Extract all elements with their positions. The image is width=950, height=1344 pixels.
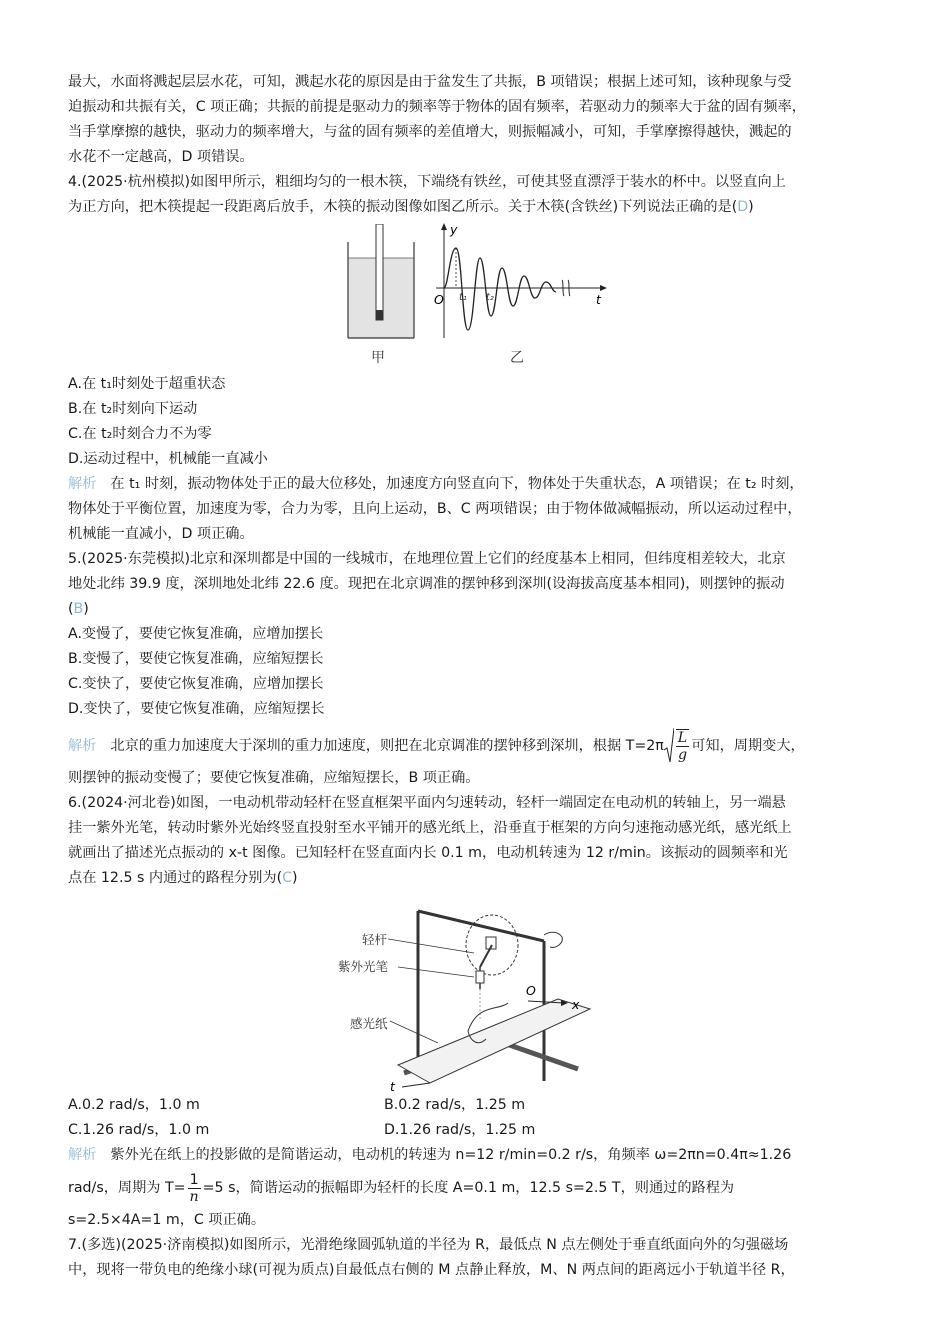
oscillation-graph <box>428 220 608 342</box>
q5-option-c: C.变快了，要使它恢复准确，应增加摆长 <box>68 676 324 692</box>
origin-label-O: O <box>526 983 536 998</box>
q6-option-c: C.1.26 rad/s，1.0 m <box>68 1122 210 1138</box>
q7-stem-line: 7.(多选)(2025·济南模拟)如图所示，光滑绝缘圆弧轨道的半径为 R，最低点 N 点左侧处于垂直纸面向外的匀强磁场 <box>68 1237 789 1253</box>
q4-explanation-line: 物体处于平衡位置，加速度为零，合力为零，且向上运动，B、C 两项错误；由于物体做减幅振动，所以运动过程中， <box>68 501 802 517</box>
q5-option-b: B.变慢了，要使它恢复准确，应缩短摆长 <box>68 651 324 667</box>
intro-line: 当手掌摩擦的越快，驱动力的频率增大，与盆的固有频率的差值增大，则振幅减小，可知，手掌摩擦得越快，溅起的 <box>68 124 792 140</box>
origin-label: O <box>434 292 444 307</box>
label-photo-paper: 感光纸 <box>350 1016 388 1031</box>
question-4 <box>68 170 888 547</box>
intro-paragraph <box>68 70 888 170</box>
q6-option-b: B.0.2 rad/s，1.25 m <box>384 1097 526 1113</box>
q4-explanation-line: 机械能一直减小，D 项正确。 <box>68 526 254 542</box>
question-6 <box>68 791 888 1233</box>
q5-answer: B <box>73 601 84 617</box>
q6-explanation-line: rad/s，周期为 T= $\frac{1}{n}$ =5 s，简谐运动的振幅即为轻杆的长度 A=0.1 m，12.5 s=2.5 T，则通过的路程为 <box>68 1171 735 1205</box>
q4-option-c: C.在 t₂时刻合力不为零 <box>68 426 212 442</box>
iron-wire <box>376 310 383 320</box>
frac-denominator: n <box>189 1188 199 1205</box>
formula-numerator: L <box>677 730 688 746</box>
q4-figure <box>68 220 888 372</box>
q4-explanation-line: 解析 在 t₁ 时刻，振动物体处于正的最大位移处，加速度方向竖直向下，物体处于失重状态，A 项错误；在 t₂ 时刻， <box>68 476 804 492</box>
label-rod: 轻杆 <box>362 932 388 947</box>
q5-stem-line: 地处北纬 39.9 度，深圳地处北纬 22.6 度。现把在北京调准的摆钟移到深圳(设海拔高度基本相同)，则摆钟的振动 <box>68 576 785 592</box>
q5-option-a: A.变慢了，要使它恢复准确，应增加摆长 <box>68 626 324 642</box>
t1-label: t₁ <box>459 292 467 303</box>
q5-answer-line: (B) <box>68 601 89 617</box>
intro-line: 最大，水面将溅起层层水花，可知，溅起水花的原因是由于盆发生了共振，B 项错误；根据上述可知，该种现象与受 <box>68 74 792 90</box>
q5-explanation-line: 解析 北京的重力加速度大于深圳的重力加速度，则把在北京调准的摆钟移到深圳，根据 T=2π $\frac{L}{g}$ 可知，周期变大， <box>68 726 888 766</box>
q6-answer: C <box>282 870 293 886</box>
motor-apparatus-diagram <box>358 891 598 1091</box>
jiexi-label: 解析 <box>68 476 97 492</box>
t-axis-label: t <box>596 292 601 307</box>
q4-option-b: B.在 t₂时刻向下运动 <box>68 401 198 417</box>
label-uv-pen: 紫外光笔 <box>338 959 389 974</box>
sqrt-formula <box>664 726 691 766</box>
q7-stem-line: 中，现将一带负电的绝缘小球(可视为质点)自最低点右侧的 M 点静止释放，M、N 两点间的距离远小于轨道半径 R， <box>68 1262 795 1278</box>
cup-diagram <box>346 224 418 342</box>
q6-option-a: A.0.2 rad/s，1.0 m <box>68 1097 200 1113</box>
t2-label: t₂ <box>486 292 494 303</box>
question-7 <box>68 1233 888 1283</box>
formula-denominator: g <box>677 747 688 763</box>
q6-stem-line: 就画出了描述光点振动的 x-t 图像。已知轻杆在竖直面内长 0.1 m，电动机转速为 12 r/min。该振动的圆频率和光 <box>68 845 788 861</box>
q6-stem-line: 6.(2024·河北卷)如图，一电动机带动轻杆在竖直框架平面内匀速转动，轻杆一端固定在电动机的转轴上，另一端悬 <box>68 795 786 811</box>
intro-line: 迫振动和共振有关，C 项正确；共振的前提是驱动力的频率等于物体的固有频率，若驱动力的频率大于盆的固有频率， <box>68 99 806 115</box>
intro-line: 水花不一定越高，D 项错误。 <box>68 149 254 165</box>
q5-stem-line: 5.(2025·东莞模拟)北京和深圳都是中国的一线城市，在地理位置上它们的经度基本上相同，但纬度相差较大，北京 <box>68 551 786 567</box>
q4-stem-line: 4.(2025·杭州模拟)如图甲所示，粗细均匀的一根木筷，下端绕有铁丝，可使其竖直漂浮于装水的杯中。以竖直向上 <box>68 174 786 190</box>
q6-explanation-line: s=2.5×4A=1 m，C 项正确。 <box>68 1212 266 1228</box>
q6-options-row <box>68 1093 888 1118</box>
q4-stem-line: 为正方向，把木筷提起一段距离后放手，木筷的振动图像如图乙所示。关于木筷(含铁丝)下列说法正确的是(D) <box>68 199 754 215</box>
q5-option-d: D.变快了，要使它恢复准确，应缩短摆长 <box>68 701 325 717</box>
t-axis-label: t <box>390 1079 395 1091</box>
x-axis-label: x <box>572 997 580 1012</box>
chopstick <box>376 224 383 320</box>
q4-option-d: D.运动过程中，机械能一直减小 <box>68 451 268 467</box>
q6-stem-line: 点在 12.5 s 内通过的路程分别为(C) <box>68 870 298 886</box>
jiexi-label: 解析 <box>68 738 97 754</box>
damped-curve <box>444 248 556 330</box>
q6-figure <box>68 891 888 1093</box>
y-axis-label: y <box>450 222 458 237</box>
figure-caption-jia: 甲 <box>371 350 385 366</box>
q6-stem-line: 挂一紫外光笔，转动时紫外光始终竖直投射至水平铺开的感光纸上，沿垂直于框架的方向匀速拖动感光纸，感光纸上 <box>68 820 792 836</box>
q4-answer: D <box>737 199 749 215</box>
q4-option-a: A.在 t₁时刻处于超重状态 <box>68 376 226 392</box>
q6-explanation-line: 解析 紫外光在纸上的投影做的是简谐运动，电动机的转速为 n=12 r/min=0.2 r/s，角频率 ω=2πn=0.4π≈1.26 <box>68 1147 792 1163</box>
frac-numerator: 1 <box>188 1172 201 1189</box>
q6-option-d: D.1.26 rad/s，1.25 m <box>384 1122 536 1138</box>
jiexi-label: 解析 <box>68 1147 97 1163</box>
q6-options-row <box>68 1118 888 1143</box>
question-5 <box>68 547 888 791</box>
document-page <box>68 70 888 1283</box>
figure-caption-yi: 乙 <box>510 350 524 366</box>
q5-explanation-line: 则摆钟的振动变慢了；要使它恢复准确，应缩短摆长，B 项正确。 <box>68 770 480 786</box>
